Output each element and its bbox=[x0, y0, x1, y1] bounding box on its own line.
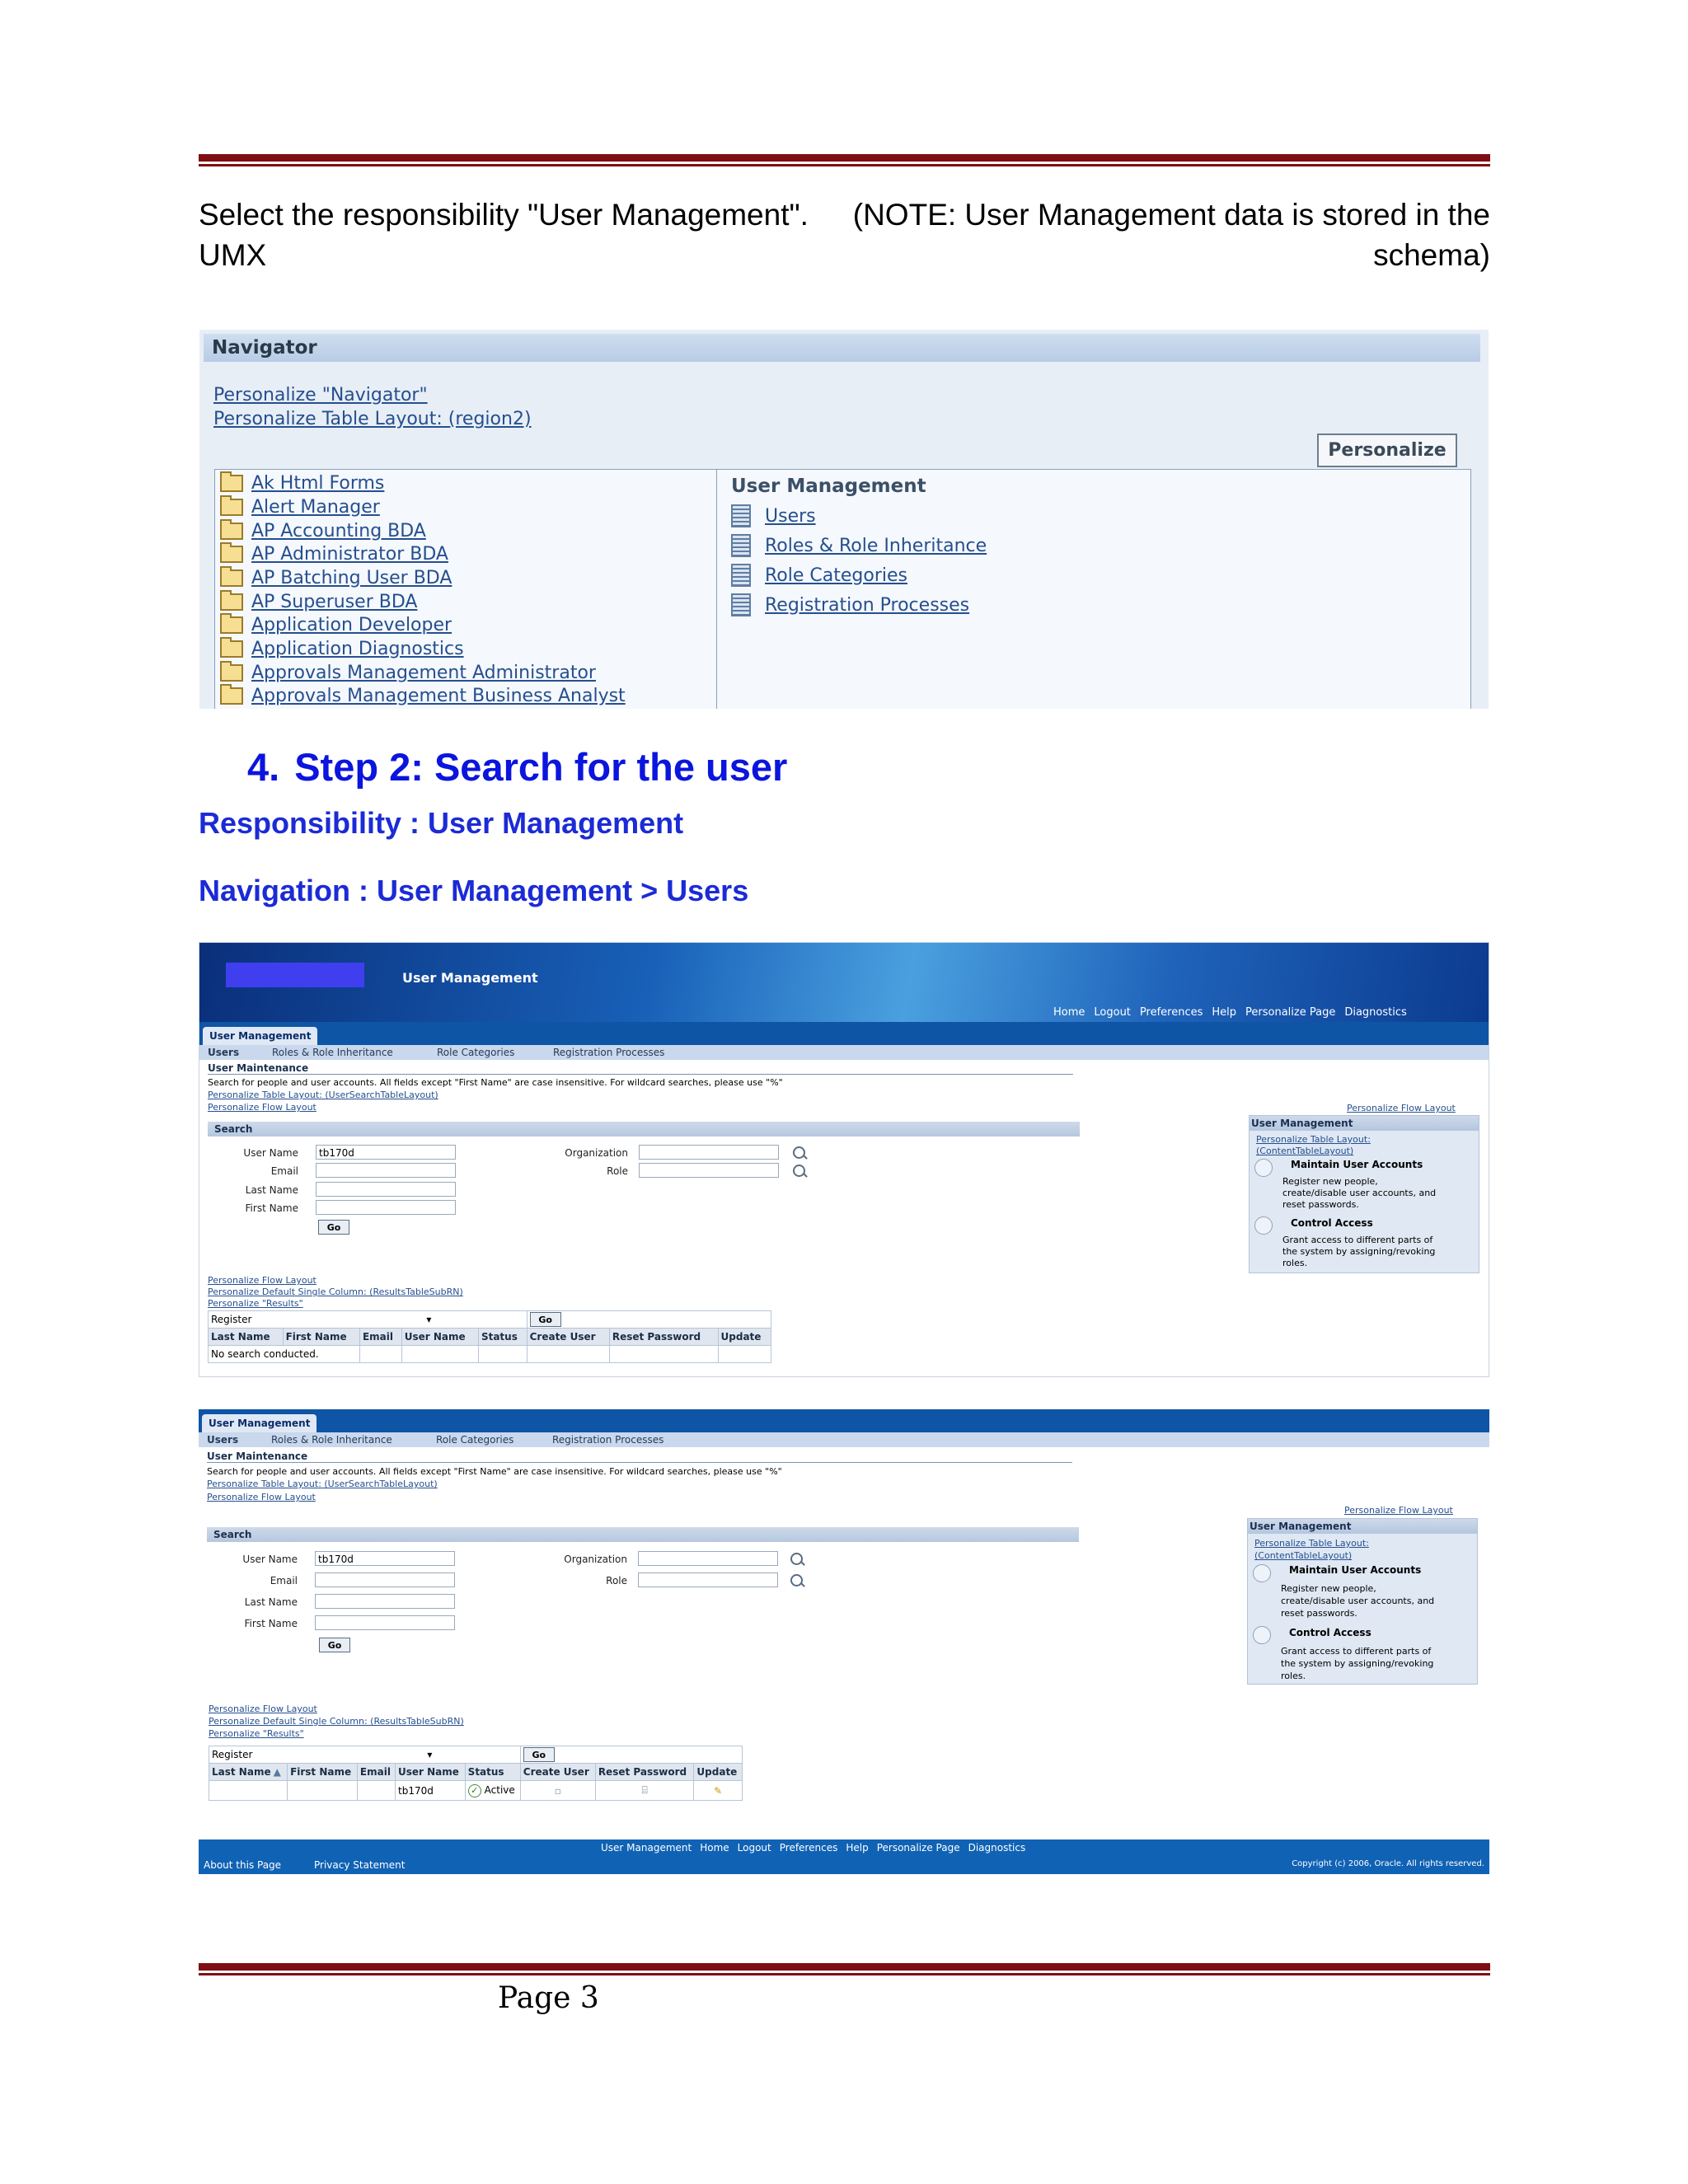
step-heading bbox=[247, 744, 787, 790]
user-management-sidebar bbox=[1247, 1518, 1478, 1685]
sidebar-desc: the system by assigning/revoking bbox=[1282, 1246, 1436, 1257]
responsibility-item[interactable] bbox=[220, 471, 384, 494]
footer-links bbox=[601, 1842, 1025, 1854]
preferences-link[interactable]: Preferences bbox=[1139, 1006, 1203, 1019]
results-personalize-link[interactable]: Personalize "Results" bbox=[209, 1728, 304, 1739]
register-go-button[interactable]: Go bbox=[523, 1747, 555, 1762]
personalize-navigator-link[interactable]: Personalize "Navigator" bbox=[213, 385, 428, 405]
maintain-accounts-icon bbox=[1254, 1159, 1273, 1177]
logout-link[interactable]: Logout bbox=[1094, 1006, 1131, 1019]
function-link[interactable]: Roles & Role Inheritance bbox=[765, 535, 987, 556]
first-name-input[interactable] bbox=[316, 1200, 456, 1215]
col-user-name: User Name bbox=[396, 1764, 466, 1781]
folder-icon bbox=[220, 593, 243, 611]
email-input[interactable] bbox=[316, 1163, 456, 1178]
folder-icon bbox=[220, 640, 243, 658]
user-name-input[interactable]: tb170d bbox=[315, 1551, 455, 1566]
user-management-sidebar bbox=[1249, 1115, 1479, 1273]
intro-text-2: (NOTE: User Management data is stored in the bbox=[852, 198, 1490, 232]
results-default-link[interactable]: Personalize Default Single Column: (ResultsTableSubRN) bbox=[208, 1286, 463, 1297]
responsibility-link[interactable]: Approvals Management Administrator bbox=[251, 662, 596, 683]
tab-user-management[interactable]: User Management bbox=[202, 1414, 316, 1432]
header-rule bbox=[199, 154, 1490, 166]
role-label: Role bbox=[607, 1165, 628, 1177]
col-email: Email bbox=[359, 1329, 401, 1346]
subtab-role-categories[interactable]: Role Categories bbox=[436, 1434, 514, 1446]
role-input[interactable] bbox=[639, 1163, 779, 1178]
results-flow-link[interactable]: Personalize Flow Layout bbox=[208, 1275, 316, 1286]
copyright-text: Copyright (c) 2006, Oracle. All rights reserved. bbox=[1292, 1859, 1484, 1868]
responsibility-link[interactable]: AP Batching User BDA bbox=[251, 567, 452, 588]
footer-link[interactable]: Help bbox=[846, 1842, 869, 1854]
chevron-down-icon: ▾ bbox=[426, 1314, 432, 1325]
function-link[interactable]: Registration Processes bbox=[765, 594, 970, 616]
role-label: Role bbox=[606, 1575, 627, 1586]
last-name-label: Last Name bbox=[244, 1596, 298, 1608]
instruction-text: Search for people and user accounts. All fields except "First Name" are case insensitive. For wildcard searches, please use "%" bbox=[207, 1466, 782, 1477]
instruction-text: Search for people and user accounts. All fields except "First Name" are case insensitive. For wildcard searches, please use "%" bbox=[208, 1077, 783, 1088]
responsibility-link[interactable]: AP Accounting BDA bbox=[251, 520, 426, 541]
sidebar-header: User Management bbox=[1250, 1116, 1479, 1131]
col-status: Status bbox=[478, 1329, 527, 1346]
search-icon[interactable] bbox=[793, 1146, 805, 1159]
responsibility-item[interactable] bbox=[220, 495, 380, 518]
tab-user-management[interactable]: User Management bbox=[203, 1027, 317, 1045]
sidebar-table-link-2[interactable]: (ContentTableLayout) bbox=[1254, 1550, 1353, 1561]
no-search-message: No search conducted. bbox=[209, 1346, 360, 1363]
col-email: Email bbox=[357, 1764, 395, 1781]
responsibility-link[interactable]: Approvals Management Business Analyst bbox=[251, 685, 626, 706]
col-status: Status bbox=[465, 1764, 520, 1781]
global-links bbox=[1053, 1006, 1416, 1019]
first-name-label: First Name bbox=[245, 1202, 298, 1214]
go-button[interactable]: Go bbox=[318, 1220, 349, 1235]
user-name-label: User Name bbox=[243, 1147, 298, 1159]
subtab-roles[interactable]: Roles & Role Inheritance bbox=[271, 1434, 392, 1446]
check-icon: ✓ bbox=[468, 1784, 481, 1797]
register-go-button[interactable]: Go bbox=[530, 1312, 561, 1327]
page-title: User Maintenance bbox=[208, 1062, 1073, 1075]
col-last-name[interactable] bbox=[209, 1764, 288, 1781]
page-footer bbox=[199, 1840, 1489, 1874]
side-flow-layout-link[interactable]: Personalize Flow Layout bbox=[1344, 1505, 1453, 1516]
subtab-users[interactable]: Users bbox=[208, 1047, 240, 1058]
register-value: Register bbox=[212, 1749, 253, 1760]
subtab-bar bbox=[199, 1432, 1489, 1447]
organization-input[interactable] bbox=[638, 1551, 778, 1566]
search-icon[interactable] bbox=[790, 1574, 803, 1586]
document-icon bbox=[731, 534, 751, 557]
footer-link[interactable]: Logout bbox=[737, 1842, 771, 1854]
responsibility-link[interactable]: Ak Html Forms bbox=[251, 472, 385, 494]
responsibility-item[interactable] bbox=[220, 661, 596, 684]
document-icon bbox=[731, 564, 751, 587]
col-first-name: First Name bbox=[283, 1329, 359, 1346]
search-header: Search bbox=[207, 1527, 1079, 1542]
status-text: Active bbox=[484, 1783, 515, 1796]
col-first-name: First Name bbox=[288, 1764, 358, 1781]
user-name-label: User Name bbox=[242, 1554, 298, 1565]
register-select[interactable] bbox=[209, 1311, 528, 1329]
about-page-link[interactable]: About this Page bbox=[204, 1859, 282, 1871]
sidebar-desc: create/disable user accounts, and bbox=[1282, 1188, 1437, 1198]
subtab-roles[interactable]: Roles & Role Inheritance bbox=[272, 1047, 393, 1058]
col-last-name[interactable]: Last Name bbox=[209, 1329, 284, 1346]
responsibility-item[interactable] bbox=[220, 566, 452, 589]
table-layout-link[interactable]: Personalize Table Layout: (UserSearchTableLayout) bbox=[208, 1090, 438, 1100]
sidebar-table-link[interactable]: Personalize Table Layout: bbox=[1254, 1538, 1369, 1549]
step-title: Step 2: Search for the user bbox=[294, 745, 788, 789]
email-label: Email bbox=[270, 1575, 298, 1586]
sidebar-desc: create/disable user accounts, and bbox=[1281, 1596, 1435, 1606]
col-create-user: Create User bbox=[527, 1329, 609, 1346]
function-link[interactable]: Users bbox=[765, 505, 816, 527]
sidebar-desc: reset passwords. bbox=[1281, 1608, 1357, 1619]
maintain-accounts-icon bbox=[1253, 1564, 1271, 1582]
user-name-input[interactable]: tb170d bbox=[316, 1145, 456, 1160]
first-name-input[interactable] bbox=[315, 1615, 455, 1630]
go-button[interactable]: Go bbox=[319, 1638, 350, 1652]
folder-icon bbox=[220, 546, 243, 563]
responsibility-item[interactable] bbox=[220, 613, 452, 636]
maintain-accounts-title[interactable]: Maintain User Accounts bbox=[1291, 1159, 1423, 1170]
register-select[interactable] bbox=[209, 1746, 521, 1764]
page-number: Page 3 bbox=[498, 1981, 599, 2015]
organization-label: Organization bbox=[564, 1554, 627, 1565]
search-header: Search bbox=[208, 1122, 1080, 1137]
results-flow-link[interactable]: Personalize Flow Layout bbox=[209, 1704, 317, 1714]
search-icon[interactable] bbox=[790, 1553, 803, 1565]
chevron-down-icon: ▾ bbox=[427, 1749, 433, 1760]
function-item-role-categories[interactable] bbox=[731, 564, 907, 587]
result-status bbox=[465, 1781, 520, 1801]
responsibility-item[interactable] bbox=[220, 542, 448, 565]
responsibility-link[interactable]: Alert Manager bbox=[251, 496, 380, 518]
first-name-label: First Name bbox=[244, 1618, 298, 1629]
responsibility-list bbox=[214, 469, 717, 709]
sidebar-header: User Management bbox=[1248, 1519, 1477, 1534]
flow-layout-link[interactable]: Personalize Flow Layout bbox=[208, 1102, 316, 1113]
last-name-label: Last Name bbox=[245, 1184, 298, 1196]
sidebar-desc: Register new people, bbox=[1282, 1176, 1378, 1187]
results-table bbox=[209, 1746, 743, 1801]
folder-icon bbox=[220, 616, 243, 634]
personalize-page-link[interactable]: Personalize Page bbox=[1245, 1006, 1336, 1019]
sidebar-desc: Register new people, bbox=[1281, 1583, 1376, 1594]
role-input[interactable] bbox=[638, 1572, 778, 1587]
tab-bar bbox=[199, 1022, 1489, 1045]
folder-icon bbox=[220, 475, 243, 492]
sidebar-desc: reset passwords. bbox=[1282, 1199, 1359, 1210]
results-personalize-link[interactable]: Personalize "Results" bbox=[208, 1298, 303, 1309]
organization-input[interactable] bbox=[639, 1145, 779, 1160]
col-reset-password: Reset Password bbox=[595, 1764, 694, 1781]
function-link[interactable]: Role Categories bbox=[765, 565, 907, 586]
responsibility-link[interactable]: Application Diagnostics bbox=[251, 638, 464, 659]
register-value: Register bbox=[211, 1314, 252, 1325]
user-management-screenshot-2 bbox=[199, 1409, 1489, 1877]
results-default-link[interactable]: Personalize Default Single Column: (ResultsTableSubRN) bbox=[209, 1716, 464, 1727]
sidebar-table-link-2[interactable]: (ContentTableLayout) bbox=[1256, 1146, 1354, 1156]
function-item-users[interactable] bbox=[731, 504, 816, 527]
intro-text-3: UMX bbox=[199, 238, 267, 272]
col-update: Update bbox=[718, 1329, 771, 1346]
control-access-icon bbox=[1253, 1626, 1271, 1644]
maintain-accounts-title[interactable]: Maintain User Accounts bbox=[1289, 1564, 1422, 1576]
reset-password-icon[interactable]: ⌸ bbox=[595, 1781, 694, 1801]
redacted-logo bbox=[226, 963, 364, 987]
control-access-title[interactable]: Control Access bbox=[1289, 1627, 1372, 1638]
results-table bbox=[208, 1310, 771, 1363]
footer-link[interactable]: Preferences bbox=[779, 1842, 838, 1854]
intro-paragraph bbox=[199, 194, 1490, 275]
result-user-name: tb170d bbox=[396, 1781, 466, 1801]
search-icon[interactable] bbox=[793, 1165, 805, 1177]
col-create-user: Create User bbox=[520, 1764, 595, 1781]
subtab-registration[interactable]: Registration Processes bbox=[552, 1434, 664, 1446]
banner-title: User Management bbox=[402, 970, 538, 986]
function-list bbox=[716, 469, 1471, 709]
control-access-title[interactable]: Control Access bbox=[1291, 1217, 1373, 1229]
oracle-banner bbox=[199, 943, 1489, 1022]
document-icon bbox=[731, 593, 751, 616]
tab-bar bbox=[199, 1409, 1489, 1432]
personalize-table-layout-link[interactable]: Personalize Table Layout: (region2) bbox=[213, 409, 532, 429]
intro-text-1: Select the responsibility "User Management". bbox=[199, 198, 809, 232]
user-management-screenshot-1 bbox=[199, 942, 1489, 1377]
step-number: 4. bbox=[247, 745, 280, 789]
col-reset-password: Reset Password bbox=[609, 1329, 718, 1346]
footer-link[interactable]: User Management bbox=[601, 1842, 692, 1854]
organization-label: Organization bbox=[565, 1147, 628, 1159]
navigator-screenshot bbox=[199, 330, 1489, 709]
sidebar-desc: roles. bbox=[1281, 1671, 1306, 1681]
table-layout-link[interactable]: Personalize Table Layout: (UserSearchTableLayout) bbox=[207, 1479, 438, 1489]
email-label: Email bbox=[270, 1165, 298, 1177]
responsibility-link[interactable]: AP Administrator BDA bbox=[251, 543, 448, 565]
navigator-header: Navigator bbox=[204, 334, 1480, 362]
subtab-role-categories[interactable]: Role Categories bbox=[437, 1047, 515, 1058]
help-link[interactable]: Help bbox=[1212, 1006, 1237, 1019]
subtab-users[interactable]: Users bbox=[207, 1434, 239, 1446]
document-icon bbox=[731, 504, 751, 527]
footer-link[interactable]: Personalize Page bbox=[876, 1842, 960, 1854]
sort-ascending-icon[interactable]: ▲ bbox=[273, 1766, 281, 1778]
sidebar-table-link[interactable]: Personalize Table Layout: bbox=[1256, 1134, 1371, 1145]
create-user-icon[interactable]: ▫ bbox=[520, 1781, 595, 1801]
responsibility-link[interactable]: AP Superuser BDA bbox=[251, 591, 418, 612]
intro-text-4: schema) bbox=[1373, 238, 1490, 272]
sidebar-desc: the system by assigning/revoking bbox=[1281, 1658, 1434, 1669]
responsibility-item[interactable] bbox=[220, 637, 464, 660]
pencil-icon[interactable]: ✎ bbox=[694, 1781, 743, 1801]
function-list-title: User Management bbox=[731, 476, 926, 497]
folder-icon bbox=[220, 523, 243, 540]
personalize-button[interactable]: Personalize bbox=[1317, 434, 1457, 467]
table-row bbox=[209, 1781, 743, 1801]
sidebar-desc: roles. bbox=[1282, 1258, 1308, 1268]
flow-layout-link[interactable]: Personalize Flow Layout bbox=[207, 1492, 316, 1502]
function-item-roles[interactable] bbox=[731, 534, 987, 557]
privacy-statement-link[interactable]: Privacy Statement bbox=[314, 1859, 406, 1871]
last-name-input[interactable] bbox=[315, 1594, 455, 1609]
control-access-icon bbox=[1254, 1216, 1273, 1235]
home-link[interactable]: Home bbox=[1053, 1006, 1085, 1019]
subtab-registration[interactable]: Registration Processes bbox=[553, 1047, 665, 1058]
folder-icon bbox=[220, 664, 243, 682]
navigation-line: Navigation : User Management > Users bbox=[199, 874, 749, 907]
folder-icon bbox=[220, 499, 243, 516]
folder-icon bbox=[220, 569, 243, 587]
function-item-registration[interactable] bbox=[731, 593, 969, 616]
folder-icon bbox=[220, 687, 243, 705]
col-last-name-label: Last Name bbox=[212, 1766, 271, 1778]
sidebar-desc: Grant access to different parts of bbox=[1281, 1646, 1432, 1657]
col-user-name: User Name bbox=[401, 1329, 478, 1346]
responsibility-link[interactable]: Application Developer bbox=[251, 614, 452, 635]
footer-link[interactable]: Diagnostics bbox=[968, 1842, 1026, 1854]
last-name-input[interactable] bbox=[316, 1182, 456, 1197]
email-input[interactable] bbox=[315, 1572, 455, 1587]
footer-rule bbox=[199, 1963, 1490, 1975]
col-update: Update bbox=[694, 1764, 743, 1781]
footer-link[interactable]: Home bbox=[700, 1842, 729, 1854]
responsibility-line: Responsibility : User Management bbox=[199, 806, 684, 840]
side-flow-layout-link[interactable]: Personalize Flow Layout bbox=[1347, 1103, 1456, 1113]
page-title: User Maintenance bbox=[207, 1451, 1072, 1463]
responsibility-item[interactable] bbox=[220, 590, 417, 613]
responsibility-item[interactable] bbox=[220, 519, 426, 542]
subtab-bar bbox=[199, 1045, 1489, 1060]
responsibility-item[interactable] bbox=[220, 684, 626, 707]
sidebar-desc: Grant access to different parts of bbox=[1282, 1235, 1433, 1245]
diagnostics-link[interactable]: Diagnostics bbox=[1344, 1006, 1407, 1019]
